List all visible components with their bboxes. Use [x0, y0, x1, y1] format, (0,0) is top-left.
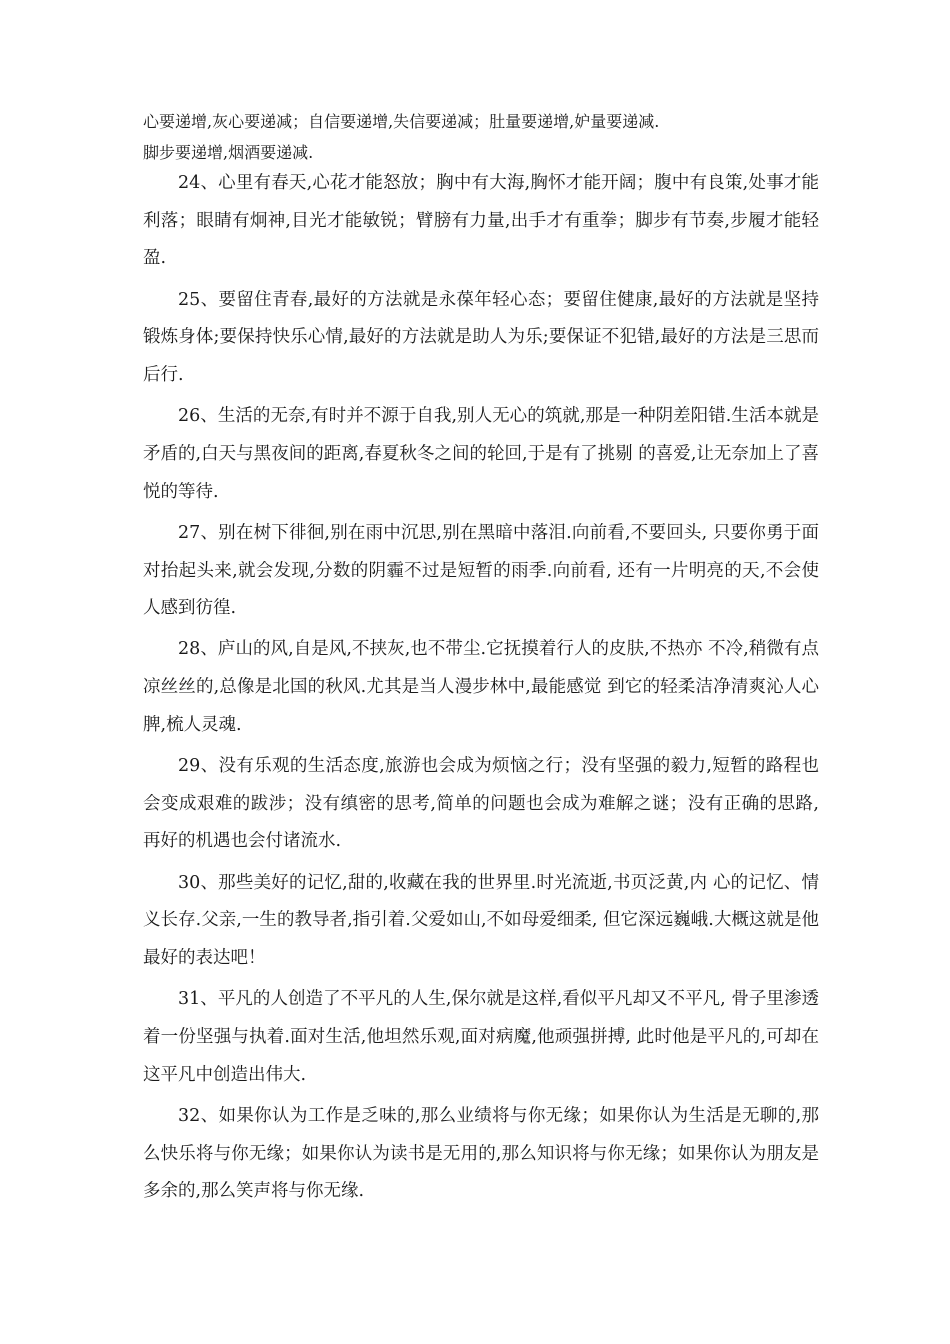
paragraph-32: 32、如果你认为工作是乏味的,那么业绩将与你无缘；如果你认为生活是无聊的,那么快乐将与你无缘；如果你认为读书是无用的,那么知识将与你无缘；如果你认为朋友是多余的,那么笑声将与你无缘. — [143, 1105, 819, 1202]
paragraph-31: 31、平凡的人创造了不平凡的人生,保尔就是这样,看似平凡却又不平凡, 骨子里渗透着一份坚强与执着.面对生活,他坦然乐观,面对病魔,他顽强拼搏, 此时他是平凡的,可却在这平凡中创造出伟大. — [143, 989, 819, 1085]
paragraph-28: 28、庐山的风,自是风,不挟灰,也不带尘.它抚摸着行人的皮肤,不热亦 不冷,稍微有点凉丝丝的,总像是北国的秋风.尤其是当人漫步林中,最能感觉 到它的轻柔洁净清爽沁人心脾,梳人灵魂. — [143, 639, 819, 735]
paragraph-29: 29、没有乐观的生活态度,旅游也会成为烦恼之行；没有坚强的毅力,短暂的路程也会变成艰难的跋涉；没有缜密的思考,简单的问题也会成为难解之谜；没有正确的思路,再好的机遇也会付诸流水. — [143, 756, 819, 852]
paragraph-list — [143, 165, 819, 1214]
paragraph-25: 25、要留住青春,最好的方法就是永葆年轻心态；要留住健康,最好的方法就是坚持锻炼身体;要保持快乐心情,最好的方法就是助人为乐;要保证不犯错,最好的方法是三思而后行. — [143, 289, 819, 386]
paragraph-27: 27、别在树下徘徊,别在雨中沉思,别在黑暗中落泪.向前看,不要回头, 只要你勇于面对抬起头来,就会发现,分数的阴霾不过是短暂的雨季.向前看, 还有一片明亮的天,不会使人感到彷徨. — [143, 522, 819, 619]
paragraph-30: 30、那些美好的记忆,甜的,收藏在我的世界里.时光流逝,书页泛黄,内 心的记忆、情义长存.父亲,一生的教导者,指引着.父爱如山,不如母爱细柔, 但它深远巍峨.大概这就是他最好的表达吧！ — [143, 872, 819, 969]
paragraph-24: 24、心里有春天,心花才能怒放；胸中有大海,胸怀才能开阔；腹中有良策,处事才能利落；眼睛有炯神,目光才能敏锐；臂膀有力量,出手才有重拳；脚步有节奏,步履才能轻盈. — [143, 173, 819, 269]
paragraph-26: 26、生活的无奈,有时并不源于自我,别人无心的筑就,那是一种阴差阳错.生活本就是矛盾的,白天与黑夜间的距离,春夏秋冬之间的轮回,于是有了挑剔 的喜爱,让无奈加上了喜悦的等待. — [143, 406, 819, 502]
intro-text: 心要递增,灰心要递减；自信要递增,失信要递减；肚量要递增,妒量要递减. 脚步要递增,烟酒要递减. — [143, 112, 660, 162]
